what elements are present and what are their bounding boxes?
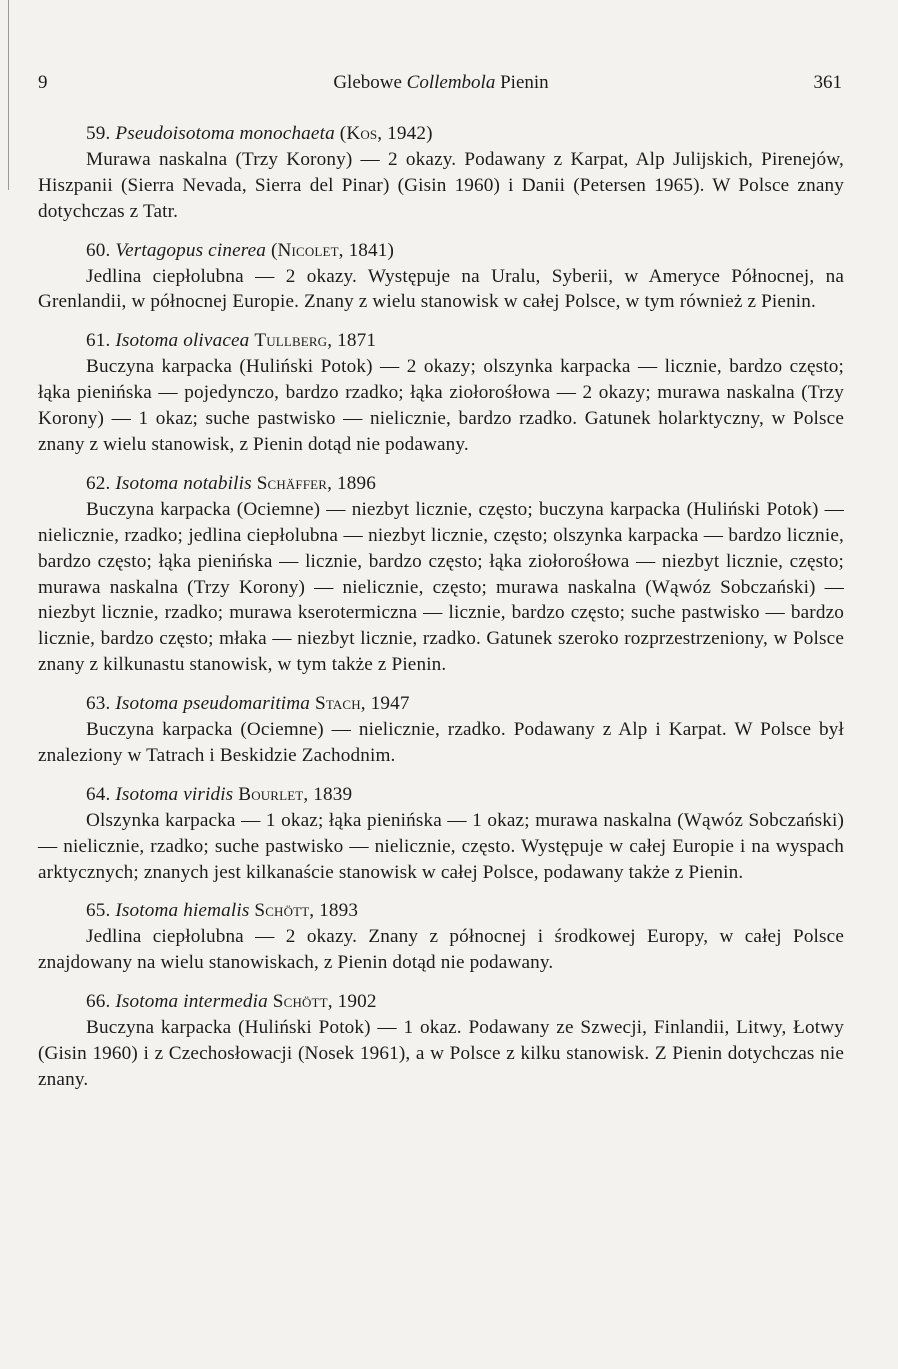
species-number: 61. xyxy=(86,330,111,352)
species-heading xyxy=(38,782,844,808)
species-description: Buczyna karpacka (Ociemne) — nielicznie, rzadko. Podawany z Alp i Karpat. W Polsce był znaleziony w Tatrach i Beskidzie Zachodnim. xyxy=(38,719,844,766)
species-description: Buczyna karpacka (Huliński Potok) — 1 okaz. Podawany ze Szwecji, Finlandii, Litwy, Łotwy (Gisin 1960) i z Czechosłowacji (Nosek 1961), a w Polsce z kilku stanowisk. Z Pienin dotychczas nie znany. xyxy=(38,1017,844,1090)
species-number: 62. xyxy=(86,472,111,494)
page-content xyxy=(38,121,844,1106)
species-heading xyxy=(38,691,844,717)
species-entry-59 xyxy=(38,121,844,225)
species-heading xyxy=(38,121,844,147)
page-number-right: 361 xyxy=(813,72,842,93)
species-number: 65. xyxy=(86,900,111,922)
species-description: Jedlina ciepłolubna — 2 okazy. Występuje na Uralu, Syberii, w Ameryce Północnej, na Grenlandii, w północnej Europie. Znany z wielu stanowisk w całej Polsce, w tym również z Pienin. xyxy=(38,265,844,313)
species-heading xyxy=(38,471,844,497)
species-number: 59. xyxy=(86,123,111,144)
species-entry-63 xyxy=(38,691,844,769)
species-description: Olszynka karpacka — 1 okaz; łąka pienińska — 1 okaz; murawa naskalna (Wąwóz Sobczański) — nielicznie, rzadko; suche pastwisko — nielicznie, często. Występuje w całej Europie i na wyspach arktycznych; znanych jest kilkanaście stanowisk w całej Polsce, podawany także z Pienin. xyxy=(38,809,844,883)
species-author: (Kos, 1942) xyxy=(339,123,433,144)
species-author: Bourlet, 1839 xyxy=(238,783,353,805)
species-description: Buczyna karpacka (Huliński Potok) — 2 okazy; olszynka karpacka — licznie, bardzo często; łąka pienińska — pojedynczo, bardzo rzadko; łąka ziołorośłowa — 2 okazy; murawa naskalna (Trzy Korony) — 1 okaz; suche pastwisko — nielicznie, bardzo rzadko. Gatunek holarktyczny, w Polsce znany z wielu stanowisk, z Pienin dotąd nie podawany. xyxy=(38,356,844,455)
species-author: Tullberg, 1871 xyxy=(254,330,377,352)
species-name: Isotoma notabilis xyxy=(115,472,252,494)
species-description: Jedlina ciepłolubna — 2 okazy. Znany z północnej i środkowej Europy, w całej Polsce znajdowany na wielu stanowiskach, z Pienin dotąd nie podawany. xyxy=(38,926,844,974)
species-entry-62 xyxy=(38,471,844,678)
species-author: (Nicolet, 1841) xyxy=(271,239,395,261)
species-heading xyxy=(38,328,844,354)
species-heading xyxy=(38,989,844,1015)
species-entry-64 xyxy=(38,782,844,886)
running-title xyxy=(38,72,844,94)
species-entry-65 xyxy=(38,898,844,976)
species-name: Pseudoisotoma monochaeta xyxy=(115,123,335,144)
species-name: Isotoma olivacea xyxy=(115,330,250,352)
species-heading xyxy=(38,238,844,264)
species-entry-66 xyxy=(38,989,844,1093)
species-number: 66. xyxy=(86,991,111,1013)
page-number-left: 9 xyxy=(38,72,48,93)
species-entry-61 xyxy=(38,328,844,458)
species-name: Vertagopus cinerea xyxy=(115,239,267,261)
species-number: 60. xyxy=(86,239,111,261)
running-title-italic: Collembola xyxy=(406,72,496,93)
species-heading xyxy=(38,898,844,924)
species-number: 64. xyxy=(86,783,111,805)
species-name: Isotoma viridis xyxy=(115,783,234,805)
running-header xyxy=(38,72,844,102)
species-name: Isotoma hiemalis xyxy=(115,900,250,922)
species-name: Isotoma pseudomaritima xyxy=(115,693,311,715)
species-author: Schött, 1902 xyxy=(272,991,377,1013)
page-edge-line xyxy=(8,0,9,190)
species-number: 63. xyxy=(86,693,111,715)
running-title-text: Glebowe xyxy=(333,72,407,93)
species-entry-60 xyxy=(38,238,844,316)
running-title-tail: Pienin xyxy=(495,72,549,93)
species-author: Schäffer, 1896 xyxy=(256,472,376,494)
species-description: Buczyna karpacka (Ociemne) — niezbyt licznie, często; buczyna karpacka (Huliński Potok) — nielicznie, rzadko; jedlina ciepłolubna — niezbyt licznie, często; olszynka karpacka — bardzo licznie, bardzo często; łąka pienińska — licznie, bardzo często; łąka ziołorośłowa — niezbyt licznie, często; murawa naskalna (Trzy Korony) — nielicznie, często; murawa naskalna (Wąwóz Sobczański) — niezbyt licznie, rzadko; murawa kserotermiczna — licznie, bardzo często; suche pastwisko — bardzo licznie, bardzo często; młaka — niezbyt licznie, rzadko. Gatunek szeroko rozprzestrzeniony, w Polsce znany z kilkunastu stanowisk, w tym także z Pienin. xyxy=(38,498,844,676)
species-description: Murawa naskalna (Trzy Korony) — 2 okazy. Podawany z Karpat, Alp Julijskich, Pirenejów, Hiszpanii (Sierra Nevada, Sierra del Pinar) (Gisin 1960) i Danii (Petersen 1965). W Polsce znany dotychczas z Tatr. xyxy=(38,148,844,222)
species-name: Isotoma intermedia xyxy=(115,991,268,1013)
species-author: Stach, 1947 xyxy=(315,693,410,715)
species-author: Schött, 1893 xyxy=(254,900,359,922)
